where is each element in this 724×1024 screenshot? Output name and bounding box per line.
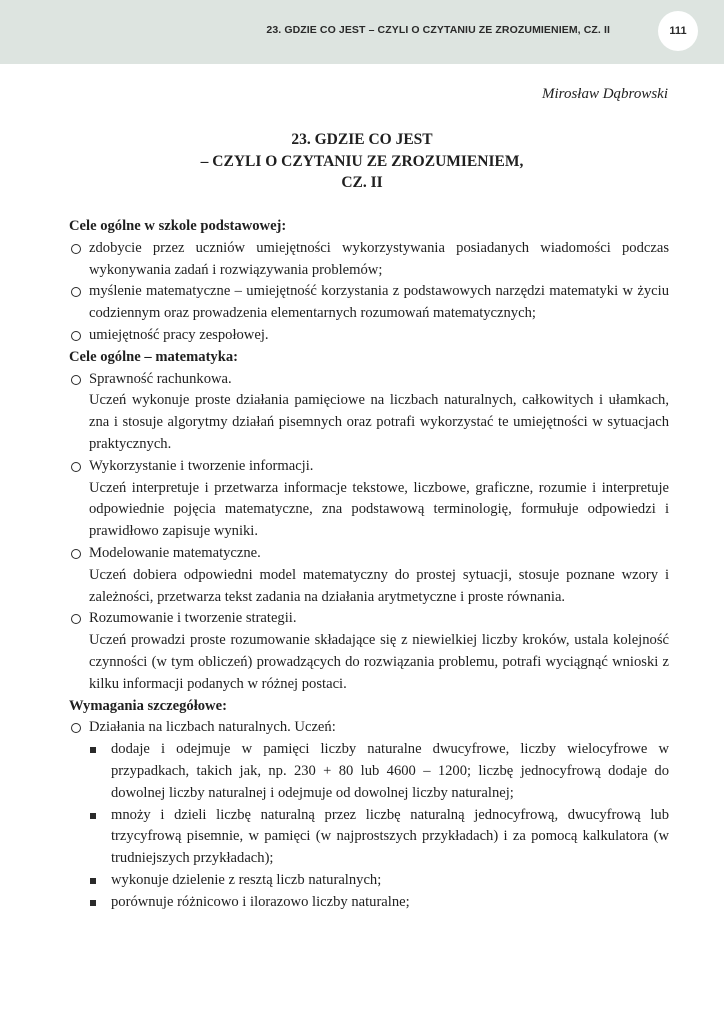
list-item-text: mnoży i dzieli liczbę naturalną przez liczbę naturalną jednocyfrową, dwucyfrową lub trzycyfrową pisemnie, w pamięci (w najprostszych przykładach) i za pomocą kalkulatora (w trudniejszych przykładach);: [111, 806, 669, 867]
general-goals-heading: Cele ogólne w szkole podstawowej:: [69, 218, 287, 234]
circle-bullet-icon: [71, 723, 81, 733]
square-bullet-icon: [90, 747, 96, 753]
goal-title: Sprawność rachunkowa.: [89, 370, 232, 387]
goal-title: Wykorzystanie i tworzenie informacji.: [89, 457, 314, 474]
circle-bullet-icon: [71, 375, 81, 385]
list-item-text: umiejętność pracy zespołowej.: [89, 326, 269, 343]
chapter-title-line-2: – CZYLI O CZYTANIU ZE ZROZUMIENIEM,: [200, 152, 524, 170]
list-item-text: myślenie matematyczne – umiejętność korzystania z podstawowych narzędzi matematyki w życiu codziennym oraz prowadzenia elementarnych rozumowań matematycznych;: [89, 283, 669, 322]
circle-bullet-icon: [71, 614, 81, 624]
chapter-title-line-1: 23. GDZIE CO JEST: [291, 131, 433, 148]
list-item: [69, 369, 669, 456]
circle-bullet-icon: [71, 287, 81, 297]
list-item-text: dodaje i odejmuje w pamięci liczby naturalne dwucyfrowe, liczby wielocyfrowe w przypadkach, takich jak, np. 230 + 80 lub 4600 – 1200; liczbę jednocyfrową dodaje do dowolnej liczby naturalnej i odejmuje od dowolnej liczby naturalnej;: [111, 741, 669, 801]
list-item: [89, 739, 669, 804]
circle-bullet-icon: [71, 331, 81, 341]
list-item-text: zdobycie przez uczniów umiejętności wykorzystywania posiadanych wiadomości podczas wykonywania zadań i rozwiązywania problemów;: [89, 239, 669, 278]
list-item: [69, 281, 669, 325]
goal-description: Uczeń dobiera odpowiedni model matematyczny do prostej sytuacji, stosuje poznane wzory i zależności, przetwarza tekst zadania na działania arytmetyczne i proste równania.: [89, 566, 669, 605]
running-head: 23. GDZIE CO JEST – CZYLI O CZYTANIU ZE ZROZUMIENIEM, CZ. II: [266, 24, 610, 36]
goal-title: Modelowanie matematyczne.: [89, 544, 261, 561]
author-name: Mirosław Dąbrowski: [542, 86, 668, 102]
goal-description: Uczeń wykonuje proste działania pamięciowe na liczbach naturalnych, całkowitych i ułamkach, zna i stosuje algorytmy działań pisemnych oraz potrafi wykorzystać te umiejętności w sytuacjach praktycznych.: [89, 392, 669, 452]
square-bullet-icon: [90, 813, 96, 819]
list-item-text: porównuje różnicowo i ilorazowo liczby naturalne;: [111, 893, 410, 910]
list-item: [89, 870, 669, 892]
list-item: [69, 608, 669, 695]
chapter-title-line-3: CZ. II: [341, 174, 383, 191]
goal-title: Rozumowanie i tworzenie strategii.: [89, 610, 297, 627]
list-item: [89, 892, 669, 914]
circle-bullet-icon: [71, 462, 81, 472]
circle-bullet-icon: [71, 549, 81, 559]
goal-description: Uczeń prowadzi proste rozumowanie składające się z niewielkiej liczby kroków, ustala kolejność czynności (w tym obliczeń) prowadzących do rozwiązania problemu, potrafi wyciągnąć wnioski z kilku informacji podanych w różnej postaci.: [89, 632, 669, 692]
list-item: [69, 543, 669, 608]
page-number: 111: [658, 11, 698, 51]
math-goals-heading: Cele ogólne – matematyka:: [69, 348, 239, 365]
chapter-title: [0, 129, 724, 194]
list-item: [69, 325, 669, 347]
circle-bullet-icon: [71, 244, 81, 254]
list-item-text: wykonuje dzielenie z resztą liczb naturalnych;: [111, 871, 382, 888]
main-content: [69, 216, 669, 914]
square-bullet-icon: [90, 900, 96, 906]
square-bullet-icon: [90, 878, 96, 884]
goal-description: Uczeń interpretuje i przetwarza informacje tekstowe, liczbowe, graficzne, rozumie i interpretuje odpowiednie pojęcia matematyczne, zna podstawową terminologię, formułuje odpowiedzi i prawidłowo zapisuje wyniki.: [89, 479, 669, 540]
requirements-list: [89, 739, 669, 913]
requirements-heading: Wymagania szczegółowe:: [69, 697, 227, 714]
list-item: [89, 805, 669, 870]
requirements-group-title: Działania na liczbach naturalnych. Uczeń:: [89, 719, 336, 736]
page-header-band: [0, 0, 724, 64]
list-item: [69, 238, 669, 282]
list-item: [69, 717, 669, 739]
list-item: [69, 456, 669, 543]
